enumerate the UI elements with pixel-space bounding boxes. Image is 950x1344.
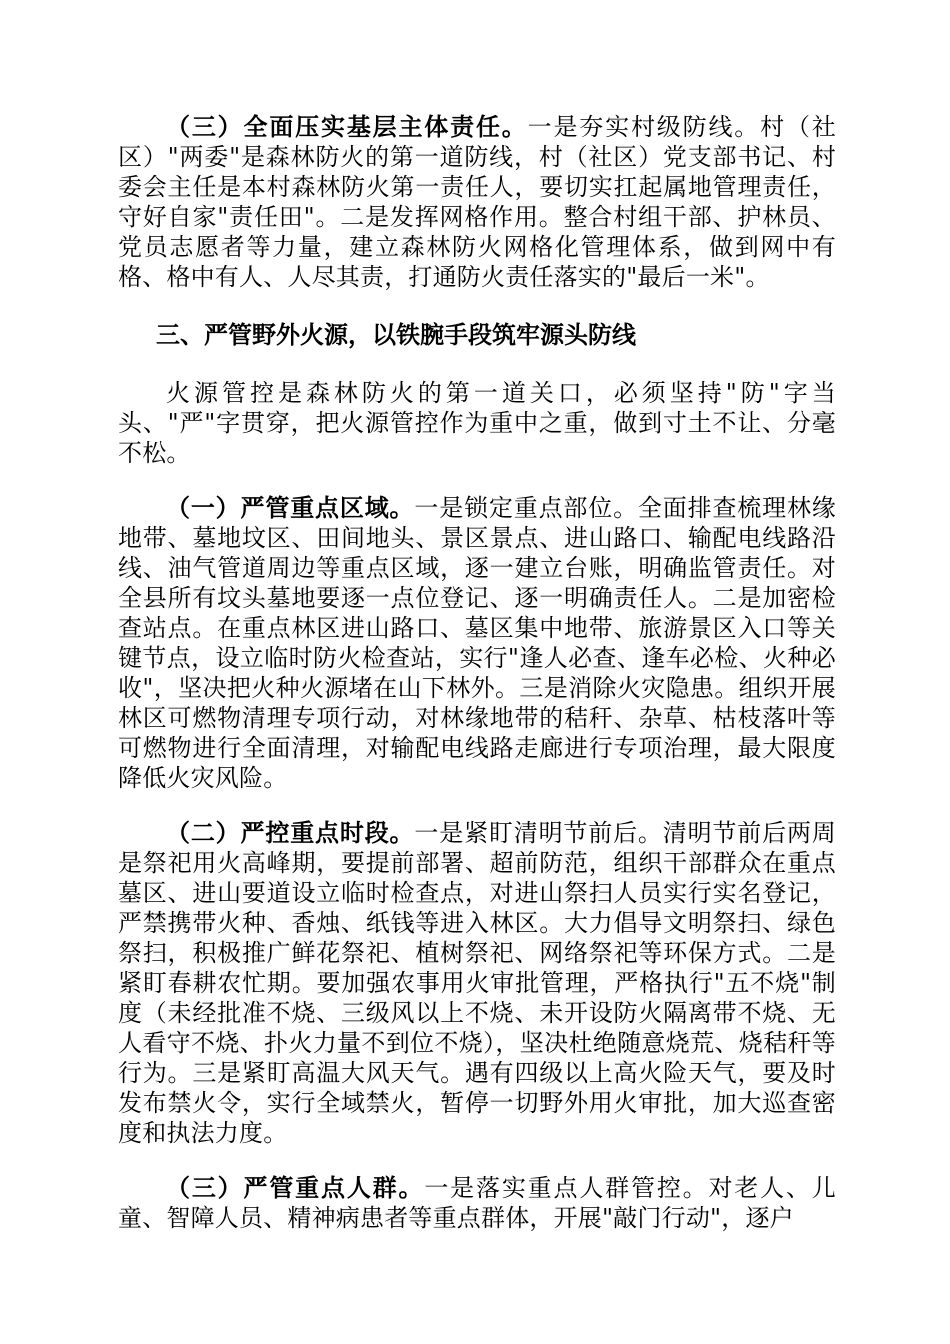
paragraph-body: 一是夯实村级防线。村（社区）"两委"是森林防火的第一道防线，村（社区）党支部书记、村委会主任是本村森林防火第一责任人，要切实扛起属地管理责任，守好自家"责任田"。二是发挥网格作用。整合村组干部、护林员、党员志愿者等力量，建立森林防火网格化管理体系，做到网中有格、格中有人、人尽其责，打通防火责任落实的"最后一米"。: [118, 113, 836, 291]
document-page: [118, 112, 836, 1233]
paragraph-body: 一是锁定重点部位。全面排查梳理林缘地带、墓地坟区、田间地头、景区景点、进山路口、输配电线路沿线、油气管道周边等重点区域，逐一建立台账，明确监管责任。对全县所有坟头墓地要逐一点位登记、逐一明确责任人。二是加密检查站点。在重点林区进山路口、墓区集中地带、旅游景区入口等关键节点，设立临时防火检查站，实行"逢人必查、逢车必检、火种必收"，坚决把火种火源堵在山下林外。三是消除火灾隐患。组织开展林区可燃物清理专项行动，对林缘地带的秸秆、杂草、枯枝落叶等可燃物进行全面清理，对输配电线路走廊进行专项治理，最大限度降低火灾风险。: [118, 494, 837, 792]
paragraph-grassroots-responsibility: [118, 112, 836, 292]
paragraph-key-periods: [118, 818, 836, 1148]
paragraph-lead: （三）严管重点人群。: [166, 1173, 425, 1202]
paragraph-lead: （一）严管重点区域。: [166, 493, 415, 522]
paragraph-body: 一是落实重点人群管控。对老人、儿童、智障人员、精神病患者等重点群体，开展"敲门行动"，逐户: [118, 1174, 837, 1232]
paragraph-lead: （三）全面压实基层主体责任。: [166, 112, 528, 141]
paragraph-body: 一是紧盯清明节前后。清明节前后两周是祭祀用火高峰期，要提前部署、超前防范，组织干部群众在重点墓区、进山要道设立临时检查点，对进山祭扫人员实行实名登记，严禁携带火种、香烛、纸钱等进入林区。大力倡导文明祭扫、绿色祭扫，积极推广鲜花祭祀、植树祭祀、网络祭祀等环保方式。二是紧盯春耕农忙期。要加强农事用火审批管理，严格执行"五不烧"制度（未经批准不烧、三级风以上不烧、未开设防火隔离带不烧、无人看守不烧、扑火力量不到位不烧），坚决杜绝随意烧荒、烧秸秆等行为。三是紧盯高温大风天气。遇有四级以上高火险天气，要及时发布禁火令，实行全域禁火，暂停一切野外用火审批，加大巡查密度和执法力度。: [118, 819, 837, 1147]
paragraph-key-areas: [118, 493, 836, 793]
paragraph-fire-source-intro: [118, 378, 836, 468]
section-heading-3: 三、严管野外火源，以铁腕手段筑牢源头防线: [156, 320, 636, 349]
paragraph-key-groups: [118, 1173, 836, 1233]
paragraph-lead: （二）严控重点时段。: [166, 818, 415, 847]
paragraph-body: 火源管控是森林防火的第一道关口，必须坚持"防"字当头、"严"字贯穿，把火源管控作为重中之重，做到寸土不让、分毫不松。: [118, 379, 836, 467]
